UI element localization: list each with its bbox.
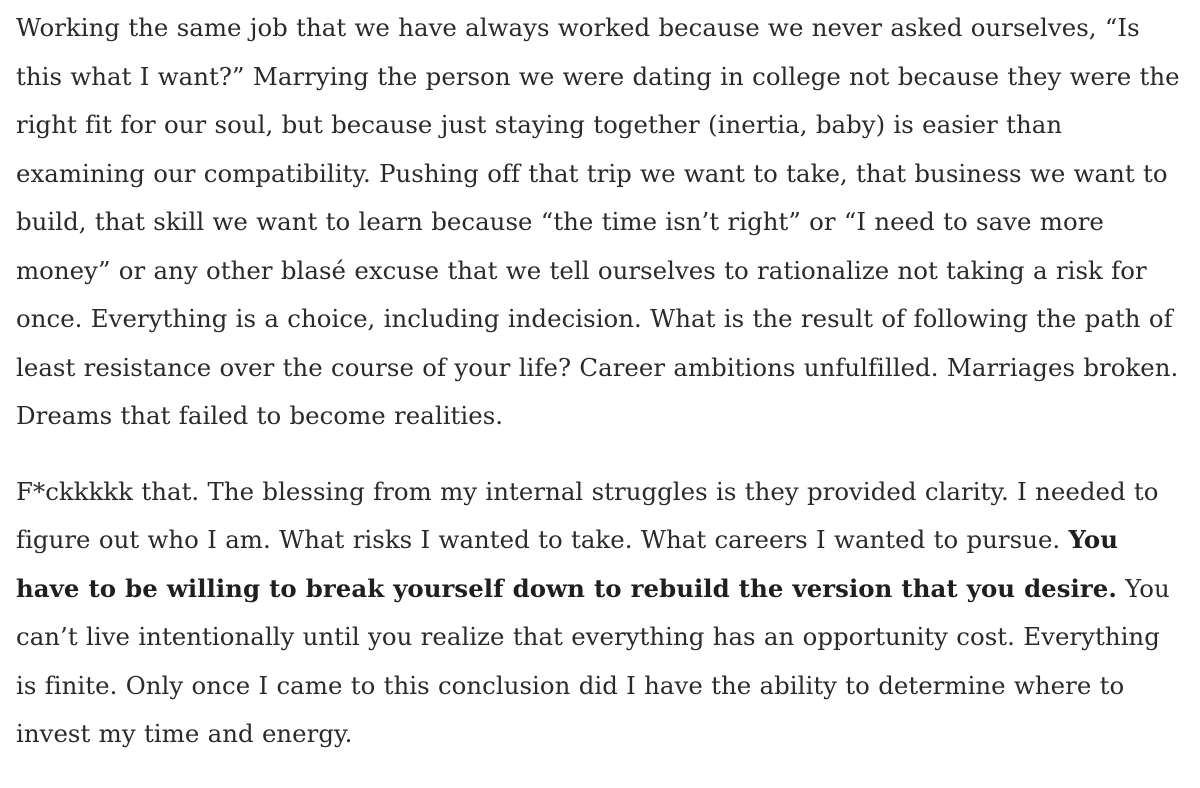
paragraph-2-intro: F*ckkkkk that. The blessing from my internal struggles is they provided clarity. I needed to figure out who I am. What risks I wanted to take. What careers I wanted to pursue.	[16, 476, 1159, 554]
article-body	[16, 4, 1186, 759]
paragraph-1: Working the same job that we have always worked because we never asked ourselves, “Is this what I want?” Marrying the person we were dating in college not because they were the right fit for our soul, but because just staying together (inertia, baby) is easier than examining our compatibility. Pushing off that trip we want to take, that business we want to build, that skill we want to learn because “the time isn’t right” or “I need to save more money” or any other blasé excuse that we tell ourselves to rationalize not taking a risk for once. Everything is a choice, including indecision. What is the result of following the path of least resistance over the course of your life? Career ambitions unfulfilled. Marriages broken. Dreams that failed to become realities.	[16, 13, 1180, 430]
paragraph-2-conclusion: You can’t live intentionally until you realize that everything has an opportunity cost. Everything is finite. Only once I came to this conclusion did I have the ability to determine where to invest my time and energy.	[16, 573, 1170, 748]
paragraph-2-bold-emphasis: You have to be willing to break yourself down to rebuild the version that you desire.	[16, 525, 1118, 603]
paragraph-2	[16, 468, 1186, 759]
